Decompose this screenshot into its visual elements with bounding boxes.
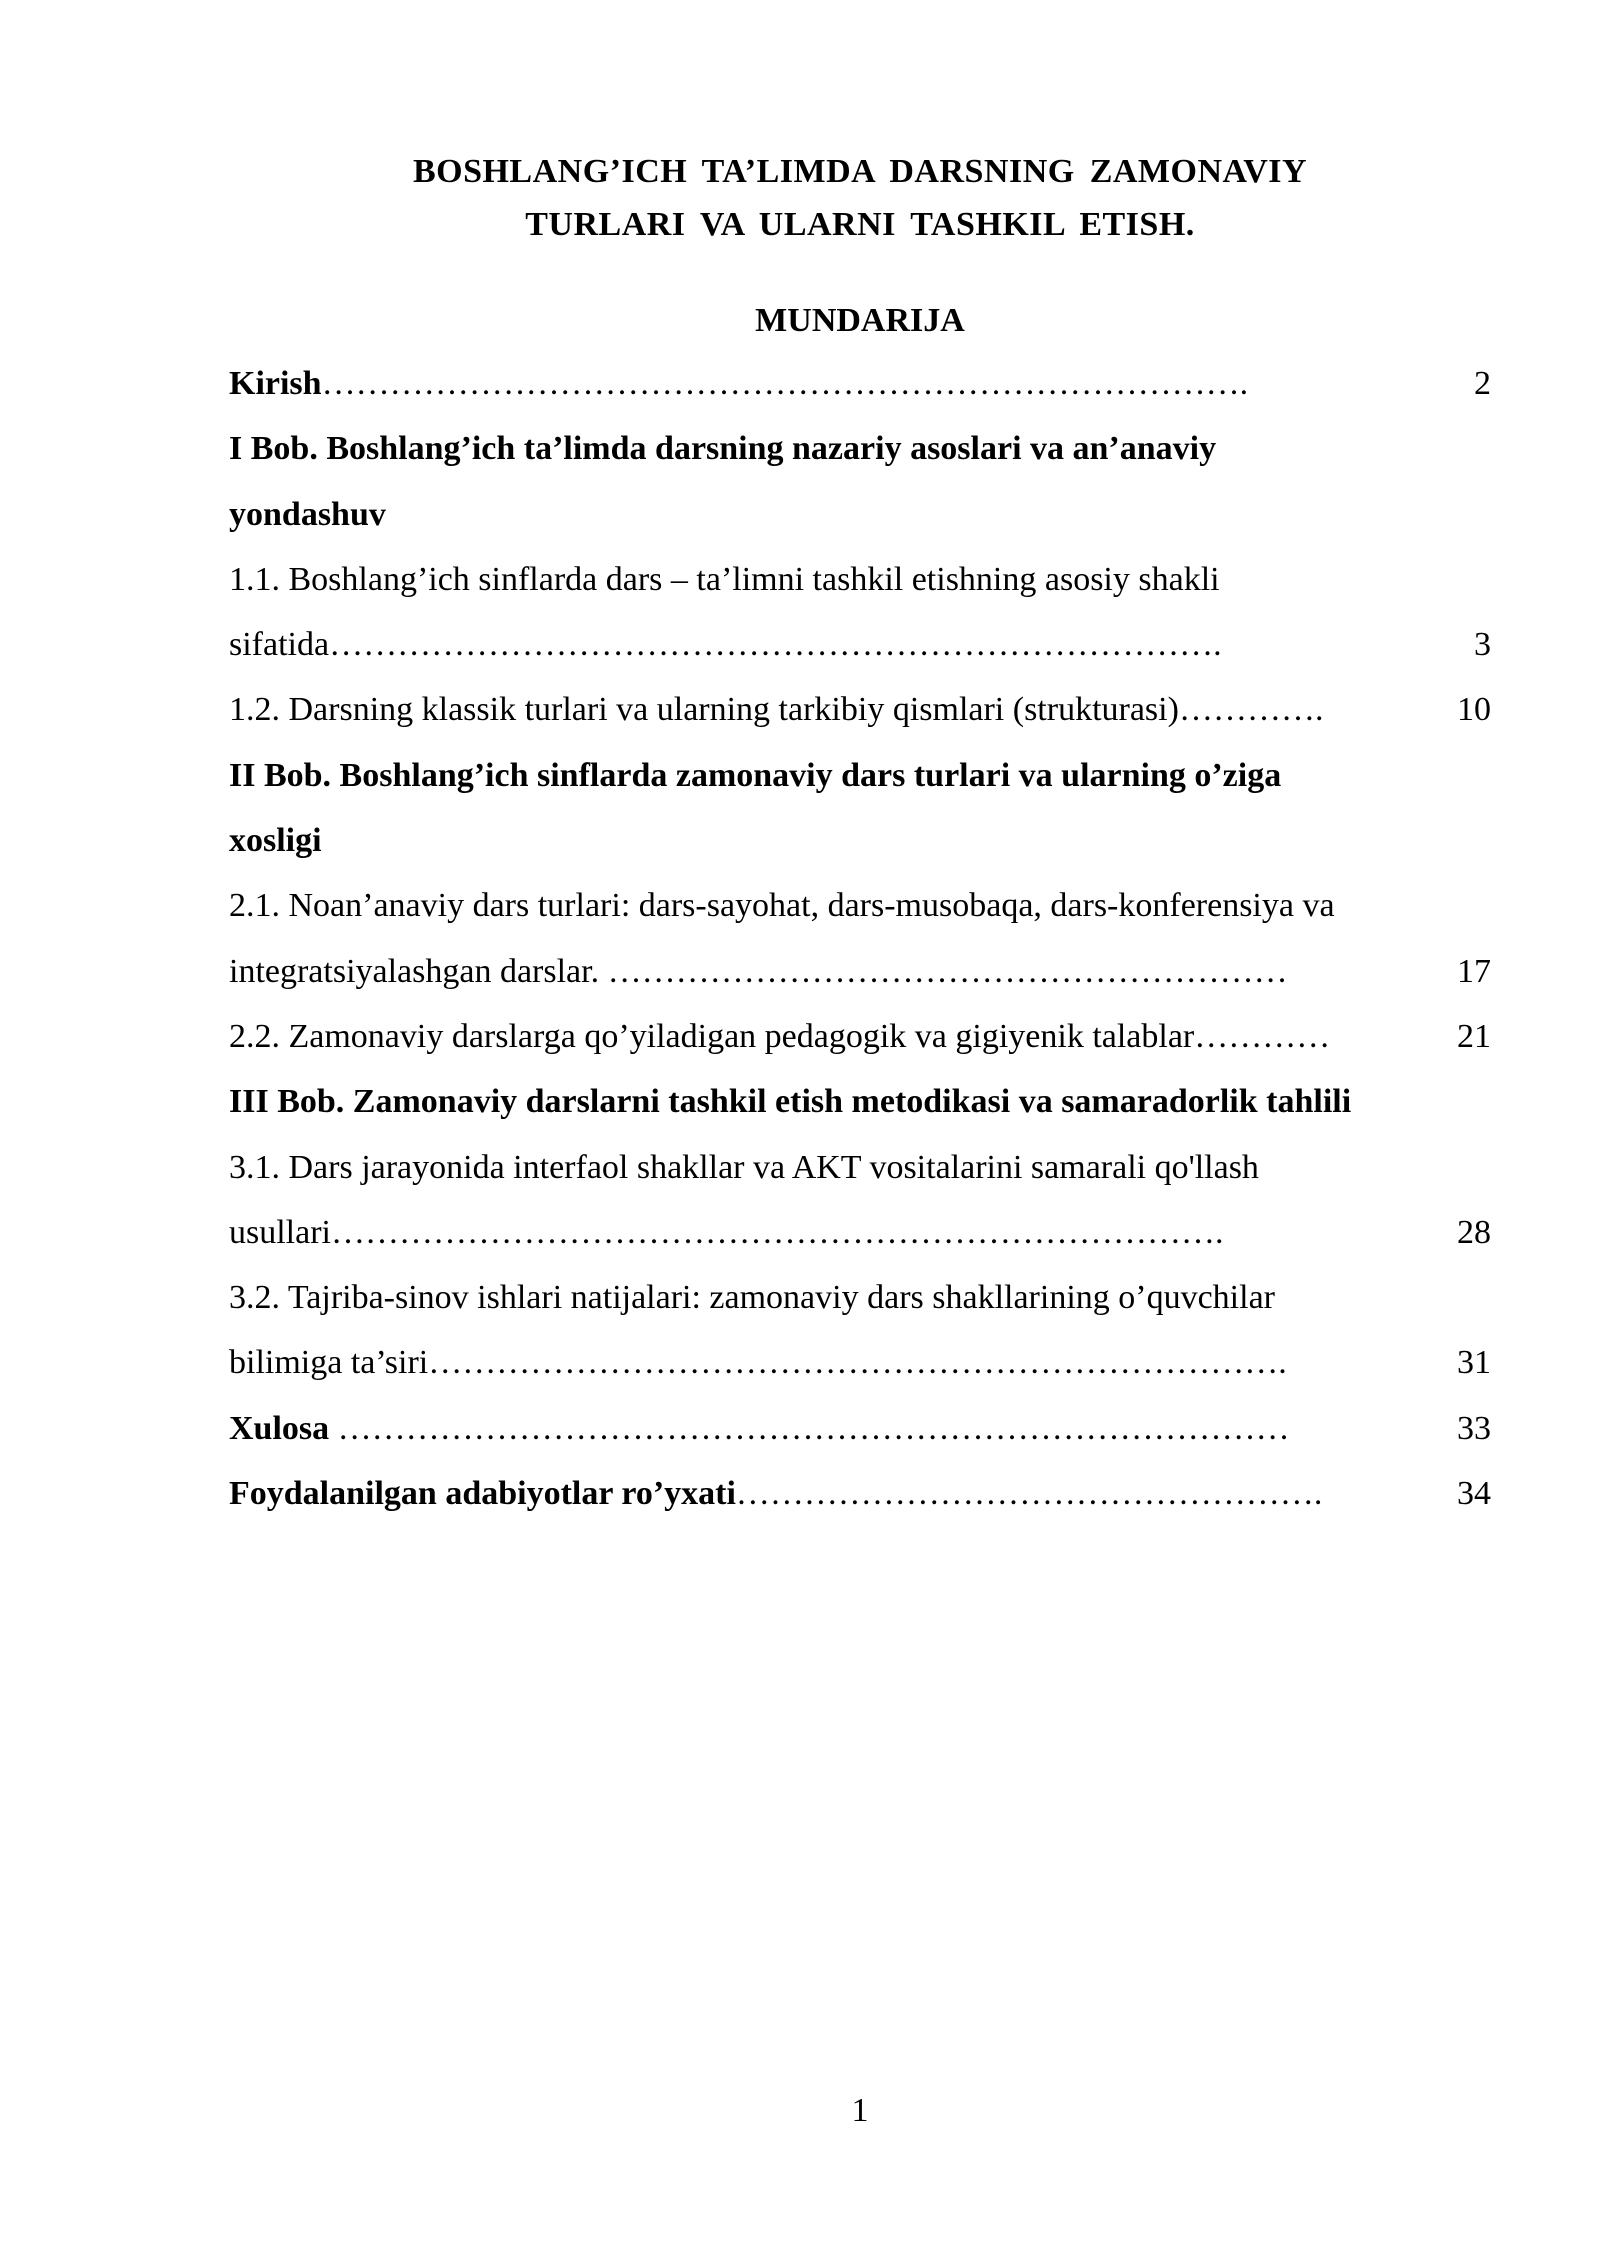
toc-leader-dots: ………………………………………………………………………… <box>337 1409 1290 1447</box>
toc-entry-label: 1.2. Darsning klassik turlari va ularning tarkibiy qismlari (strukturasi) <box>229 691 1179 729</box>
toc-entry-section-1-2 <box>229 677 1491 742</box>
toc-page-number: 3 <box>1474 626 1491 664</box>
toc-entry-section-2-1 <box>229 939 1491 1004</box>
toc-entry-label: Xulosa <box>229 1409 338 1447</box>
toc-section-2-1-line-1: 2.1. Noan’anaviy dars turlari: dars-sayohat, dars-musobaqa, dars-konferensiya va <box>229 887 1335 925</box>
toc-entry-section-3-2 <box>229 1330 1491 1395</box>
toc-entry-section-3-1 <box>229 1200 1491 1265</box>
toc-chapter-2-line-2: xosligi <box>229 822 322 860</box>
toc-page-number: 21 <box>1457 1017 1491 1055</box>
toc-section-3-1-line-1: 3.1. Dars jarayonida interfaol shakllar va AKT vositalarini samarali qo'llash <box>229 1148 1259 1186</box>
toc-page-number: 31 <box>1457 1344 1491 1382</box>
toc-section-3-2-line-1: 3.2. Tajriba-sinov ishlari natijalari: zamonaviy dars shakllarining o’quvchilar <box>229 1279 1275 1317</box>
toc-entry-label: sifatida <box>229 626 330 664</box>
toc-chapter-1-line-1: I Bob. Boshlang’ich ta’limda darsning nazariy asoslari va an’anaviy <box>229 430 1217 468</box>
toc-chapter-3: III Bob. Zamonaviy darslarni tashkil etish metodikasi va samaradorlik tahlili <box>229 1083 1352 1121</box>
toc-leader-dots: ………… <box>1194 1017 1331 1055</box>
toc-leader-dots: ……………………………………………. <box>735 1475 1323 1513</box>
toc-page-number: 2 <box>1474 365 1491 402</box>
toc-leader-dots: …………………………………………………………………. <box>428 1344 1287 1382</box>
toc-heading: MUNDARIJA <box>755 302 965 339</box>
toc-page-number: 10 <box>1457 691 1491 729</box>
toc-page-number: 28 <box>1457 1213 1491 1251</box>
toc-page-number: 17 <box>1457 952 1491 990</box>
page-number: 1 <box>851 2092 869 2129</box>
toc-entry-label: Kirish <box>229 365 322 402</box>
table-of-contents <box>229 351 1491 1526</box>
toc-entry-label: integratsiyalashgan darslar. <box>229 952 608 990</box>
toc-leader-dots: …………………………………………………… <box>607 952 1288 990</box>
toc-entry-kirish <box>229 351 1491 416</box>
toc-leader-dots: ……………………………………………………………………. <box>329 626 1222 664</box>
toc-entry-label: bilimiga ta’siri <box>229 1344 429 1382</box>
toc-entry-label: usullari <box>229 1213 331 1251</box>
toc-page-number: 34 <box>1457 1475 1491 1513</box>
toc-entry-label: Foydalanilgan adabiyotlar ro’yxati <box>229 1475 736 1513</box>
toc-entry-label: 2.2. Zamonaviy darslarga qo’yiladigan pedagogik va gigiyenik talablar <box>229 1017 1195 1055</box>
toc-leader-dots: …………. <box>1178 691 1324 729</box>
toc-chapter-2-line-1: II Bob. Boshlang’ich sinflarda zamonaviy dars turlari va ularning o’ziga <box>229 756 1282 794</box>
toc-chapter-1-line-2: yondashuv <box>229 495 386 533</box>
toc-entry-section-1-1 <box>229 612 1491 677</box>
toc-entry-adabiyotlar <box>229 1461 1491 1526</box>
toc-entry-xulosa <box>229 1396 1491 1461</box>
toc-leader-dots: ………………………………………………………………………. <box>321 365 1249 402</box>
toc-entry-section-2-2 <box>229 1004 1491 1069</box>
document-title-line-2: TURLARI VA ULARNI TASHKIL ETISH. <box>525 206 1195 243</box>
document-title-line-1: BOSHLANG’ICH TA’LIMDA DARSNING ZAMONAVIY <box>412 153 1308 190</box>
toc-section-1-1-line-1: 1.1. Boshlang’ich sinflarda dars – ta’limni tashkil etishning asosiy shakli <box>229 560 1220 598</box>
toc-page-number: 33 <box>1457 1409 1491 1447</box>
toc-leader-dots: ……………………………………………………………………. <box>330 1213 1224 1251</box>
